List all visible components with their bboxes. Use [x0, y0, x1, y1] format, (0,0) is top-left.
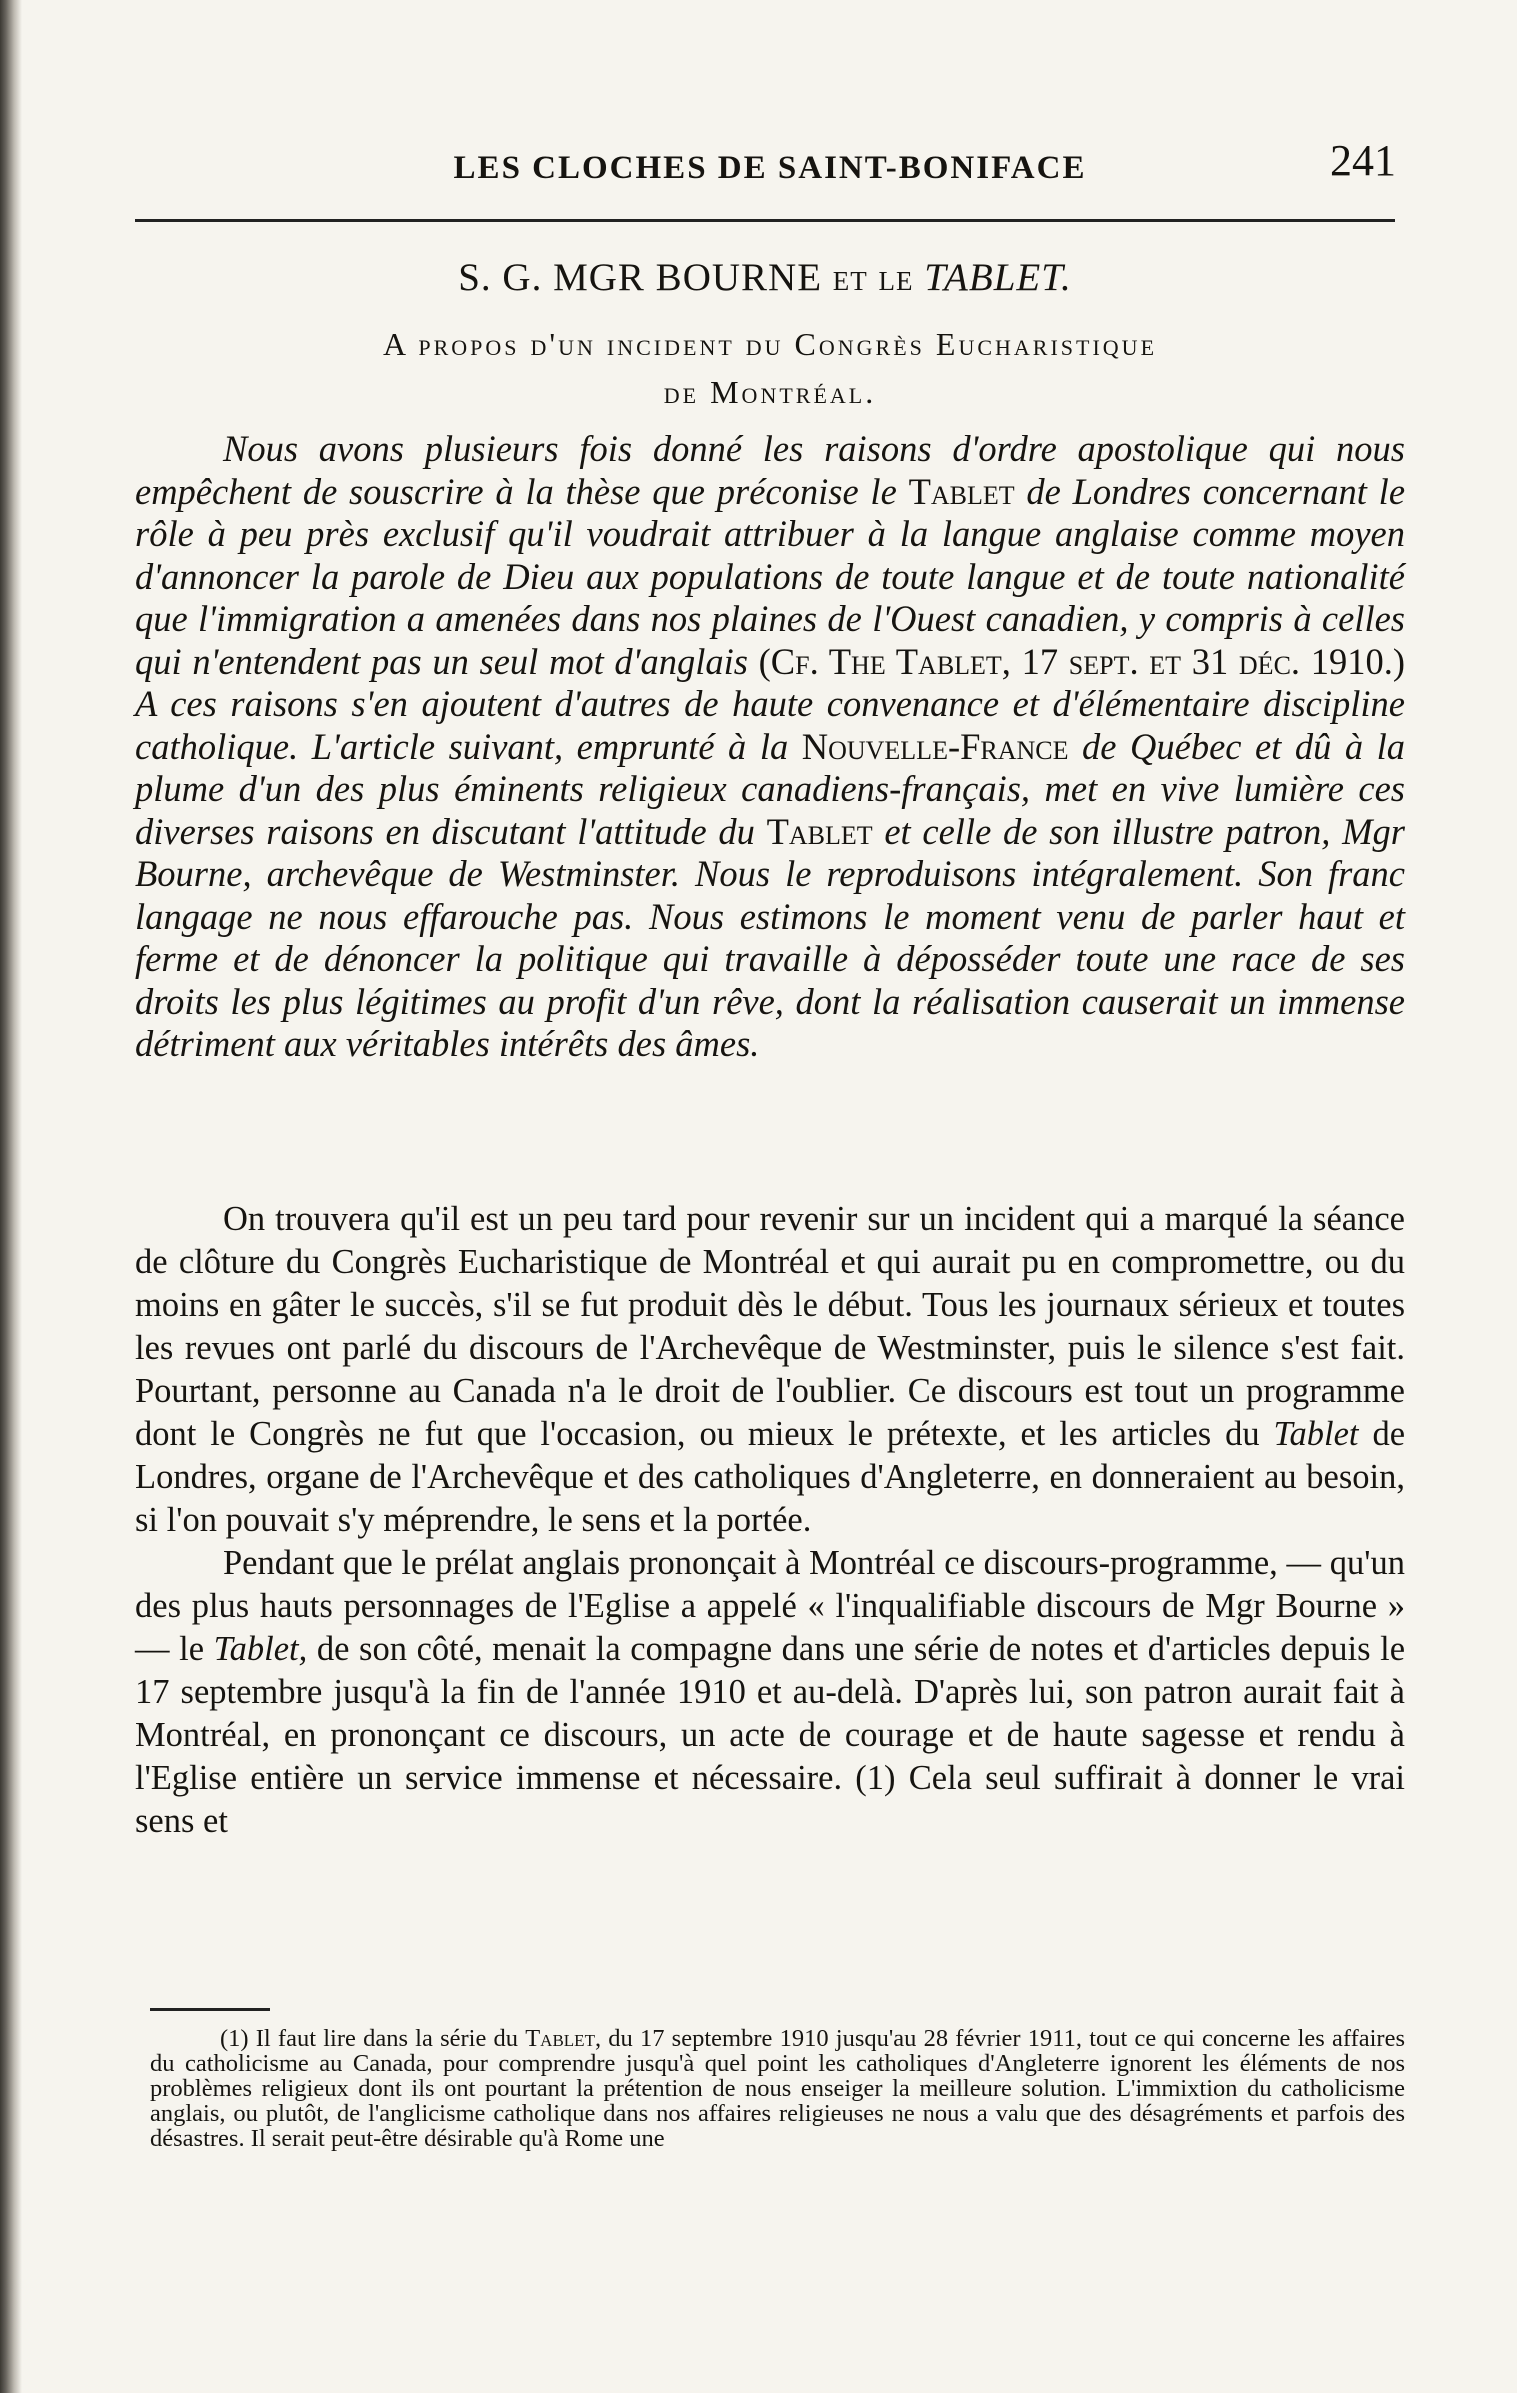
- header-rule: [135, 219, 1395, 222]
- intro-text-1: Nous avons plusieurs fois donné les raisons d'ordre apostolique qui nous empêchent de souscrire à la thèse que préconise le: [135, 428, 1405, 512]
- subtitle-line-2: de Montréal.: [663, 374, 877, 410]
- intro-nouvelle-france: Nouvelle-France: [801, 725, 1069, 767]
- editorial-intro: [135, 428, 1405, 1066]
- intro-text-2: de Londres concernant le rôle à peu près exclusif qu'il voudrait attribuer à la langue anglaise comme moyen d'annoncer la parole de Dieu aux populations de toute langue et de toute nationalité que l'immigration a amenées dans nos plaines de l'Ouest canadien, y compris à celles qui n'entendent pas un seul mot d'anglais: [135, 470, 1406, 682]
- intro-text-5: et celle de son illustre patron, Mgr Bourne, archevêque de Westminster. Nous le reproduisons intégralement. Son franc langage ne nous effarouche pas. Nous estimons le moment venu de parler haut et ferme et de dénoncer la politique qui travaille à déposséder toute une race de ses droits les plus légitimes au profit d'un rêve, dont la réalisation causerait un immense détriment aux véritables intérêts des âmes.: [135, 810, 1405, 1064]
- footnote: [150, 2026, 1405, 2151]
- p1-tablet: Tablet: [1273, 1415, 1359, 1453]
- intro-text-3: A ces raisons s'en ajoutent d'autres de haute convenance et d'élémentaire discipline catholique. L'article suivant, emprunté à la: [135, 683, 1405, 767]
- footnote-tablet: Tablet,: [525, 2025, 602, 2052]
- intro-citation: (Cf. The Tablet, 17 sept. et 31 déc. 1910.): [758, 640, 1405, 682]
- page-edge-shadow: [0, 0, 22, 2393]
- title-connector: et le: [832, 256, 914, 299]
- article-body: [135, 1198, 1405, 1843]
- running-head: LES CLOCHES DE SAINT-BONIFACE: [453, 150, 1087, 186]
- p1-text-a: On trouvera qu'il est un peu tard pour revenir sur un incident qui a marqué la séance de clôture du Congrès Eucharistique de Montréal et qui aurait pu en compromettre, ou du moins en gâter le succès, s'il se fut produit dès le début. Tous les journaux sérieux et toutes les revues ont parlé du discours de l'Archevêque de Westminster, puis le silence s'est fait. Pourtant, personne au Canada n'a le droit de l'oublier. Ce discours est tout un programme dont le Congrès ne fut que l'occasion, ou mieux le prétexte, et les articles du: [135, 1200, 1405, 1453]
- p2-tablet: Tablet,: [213, 1630, 308, 1668]
- article-subtitle: [200, 320, 1340, 416]
- intro-tablet-1: Tablet: [908, 470, 1015, 512]
- title-prefix: S. G. MGR BOURNE: [458, 256, 823, 299]
- title-journal: TABLET.: [924, 256, 1072, 299]
- body-paragraph-1: [135, 1198, 1405, 1542]
- intro-tablet-2: Tablet: [766, 810, 873, 852]
- footnote-rule: [150, 2008, 270, 2011]
- article-title: [140, 255, 1390, 300]
- subtitle-line-1: A propos d'un incident du Congrès Eucharistique: [382, 326, 1158, 362]
- footnote-text-b: du 17 septembre 1910 jusqu'au 28 février 1911, tout ce qui concerne les affaires du catholicisme au Canada, pour comprendre jusqu'à quel point les catholiques d'Angleterre ignorent les éléments de nos problèmes religieux dont ils ont pourtant la prétention de nous enseiger la meilleure solution. L'immixtion du catholicisme anglais, ou plutôt, de l'anglicisme catholique dans nos affaires religieuses ne nous a valu que des désagréments et parfois des désastres. Il serait peut-être désirable qu'à Rome une: [150, 2025, 1405, 2152]
- intro-text-4: de Québec et dû à la plume d'un des plus éminents religieux canadiens-français, met en vive lumière ces diverses raisons en discutant l'attitude du: [135, 725, 1406, 852]
- p2-text-b: de son côté, menait la compagne dans une série de notes et d'articles depuis le 17 septembre jusqu'à la fin de l'année 1910 et au-delà. D'après lui, son patron aurait fait à Montréal, en prononçant ce discours, un acte de courage et de haute sagesse et rendu à l'Eglise entière un service immense et nécessaire. (1) Cela seul suffirait à donner le vrai sens et: [135, 1630, 1406, 1840]
- p1-text-b: de Londres, organe de l'Archevêque et des catholiques d'Angleterre, en donneraient au besoin, si l'on pouvait s'y méprendre, le sens et la portée.: [135, 1415, 1406, 1539]
- footnote-text-a: (1) Il faut lire dans la série du: [220, 2025, 519, 2052]
- body-paragraph-2: [135, 1542, 1405, 1843]
- page-number: 241: [1330, 136, 1396, 185]
- p2-text-a: Pendant que le prélat anglais prononçait à Montréal ce discours-programme, — qu'un des plus hauts personnages de l'Eglise a appelé « l'inqualifiable discours de Mgr Bourne » — le: [135, 1544, 1405, 1668]
